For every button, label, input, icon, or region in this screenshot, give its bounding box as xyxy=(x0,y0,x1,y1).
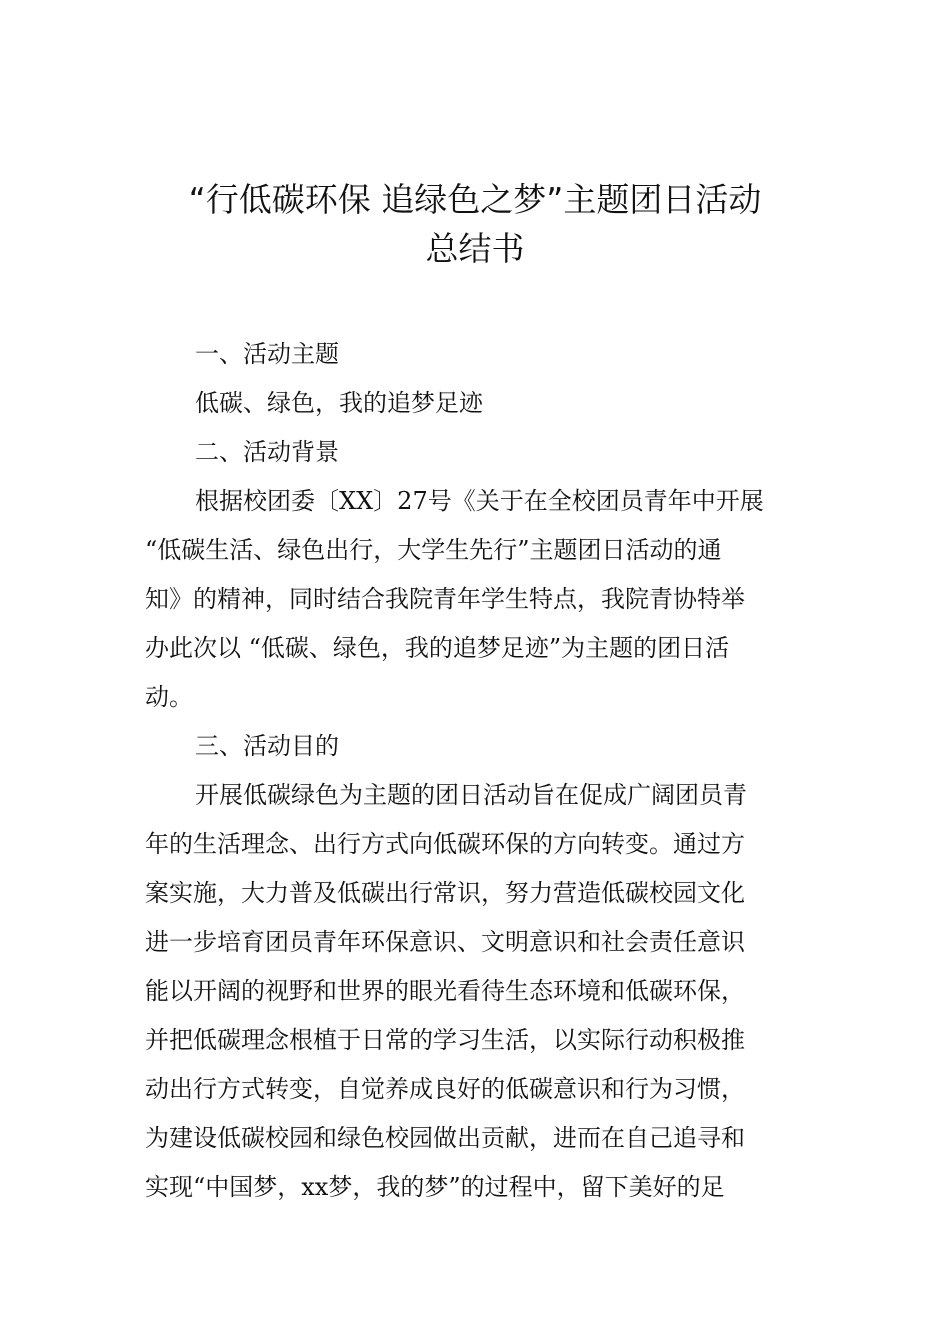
paragraph-line: 进一步培育团员青年环保意识、文明意识和社会责任意识 xyxy=(145,928,745,956)
document-body xyxy=(145,330,805,1212)
paragraph-line: 实现“中国梦，xx梦，我的梦”的过程中，留下美好的足 xyxy=(145,1173,725,1201)
paragraph-line: 为建设低碳校园和绿色校园做出贡献，进而在自己追寻和 xyxy=(145,1124,745,1152)
paragraph-line: 动。 xyxy=(145,683,193,711)
paragraph-line: 年的生活理念、出行方式向低碳环保的方向转变。通过方 xyxy=(145,830,745,858)
section-heading-background: 二、活动背景 xyxy=(195,438,339,466)
document-title-line-2: 总结书 xyxy=(425,229,525,268)
paragraph-line: 案实施，大力普及低碳出行常识，努力营造低碳校园文化 xyxy=(145,879,745,907)
section-heading-purpose: 三、活动目的 xyxy=(195,732,339,760)
paragraph-line: 并把低碳理念根植于日常的学习生活，以实际行动积极推 xyxy=(145,1026,745,1054)
paragraph-line: 知》的精神，同时结合我院青年学生特点，我院青协特举 xyxy=(145,585,745,613)
paragraph-line: 能以开阔的视野和世界的眼光看待生态环境和低碳环保， xyxy=(145,977,745,1005)
paragraph-background xyxy=(145,477,805,722)
paragraph-line: “低碳生活、绿色出行，大学生先行”主题团日活动的通 xyxy=(145,536,722,564)
paragraph-line: 动出行方式转变，自觉养成良好的低碳意识和行为习惯， xyxy=(145,1075,745,1103)
section-heading-theme: 一、活动主题 xyxy=(195,340,339,368)
paragraph-line: 办此次以 “低碳、绿色，我的追梦足迹”为主题的团日活 xyxy=(145,634,730,662)
paragraph-line: 根据校团委〔XX〕27号《关于在全校团员青年中开展 xyxy=(195,487,764,515)
section-text-theme: 低碳、绿色，我的追梦足迹 xyxy=(195,389,483,417)
document-title-line-1: “行低碳环保 追绿色之梦”主题团日活动 xyxy=(188,180,762,219)
paragraph-purpose xyxy=(145,771,805,1212)
paragraph-line: 开展低碳绿色为主题的团日活动旨在促成广阔团员青 xyxy=(195,781,747,809)
